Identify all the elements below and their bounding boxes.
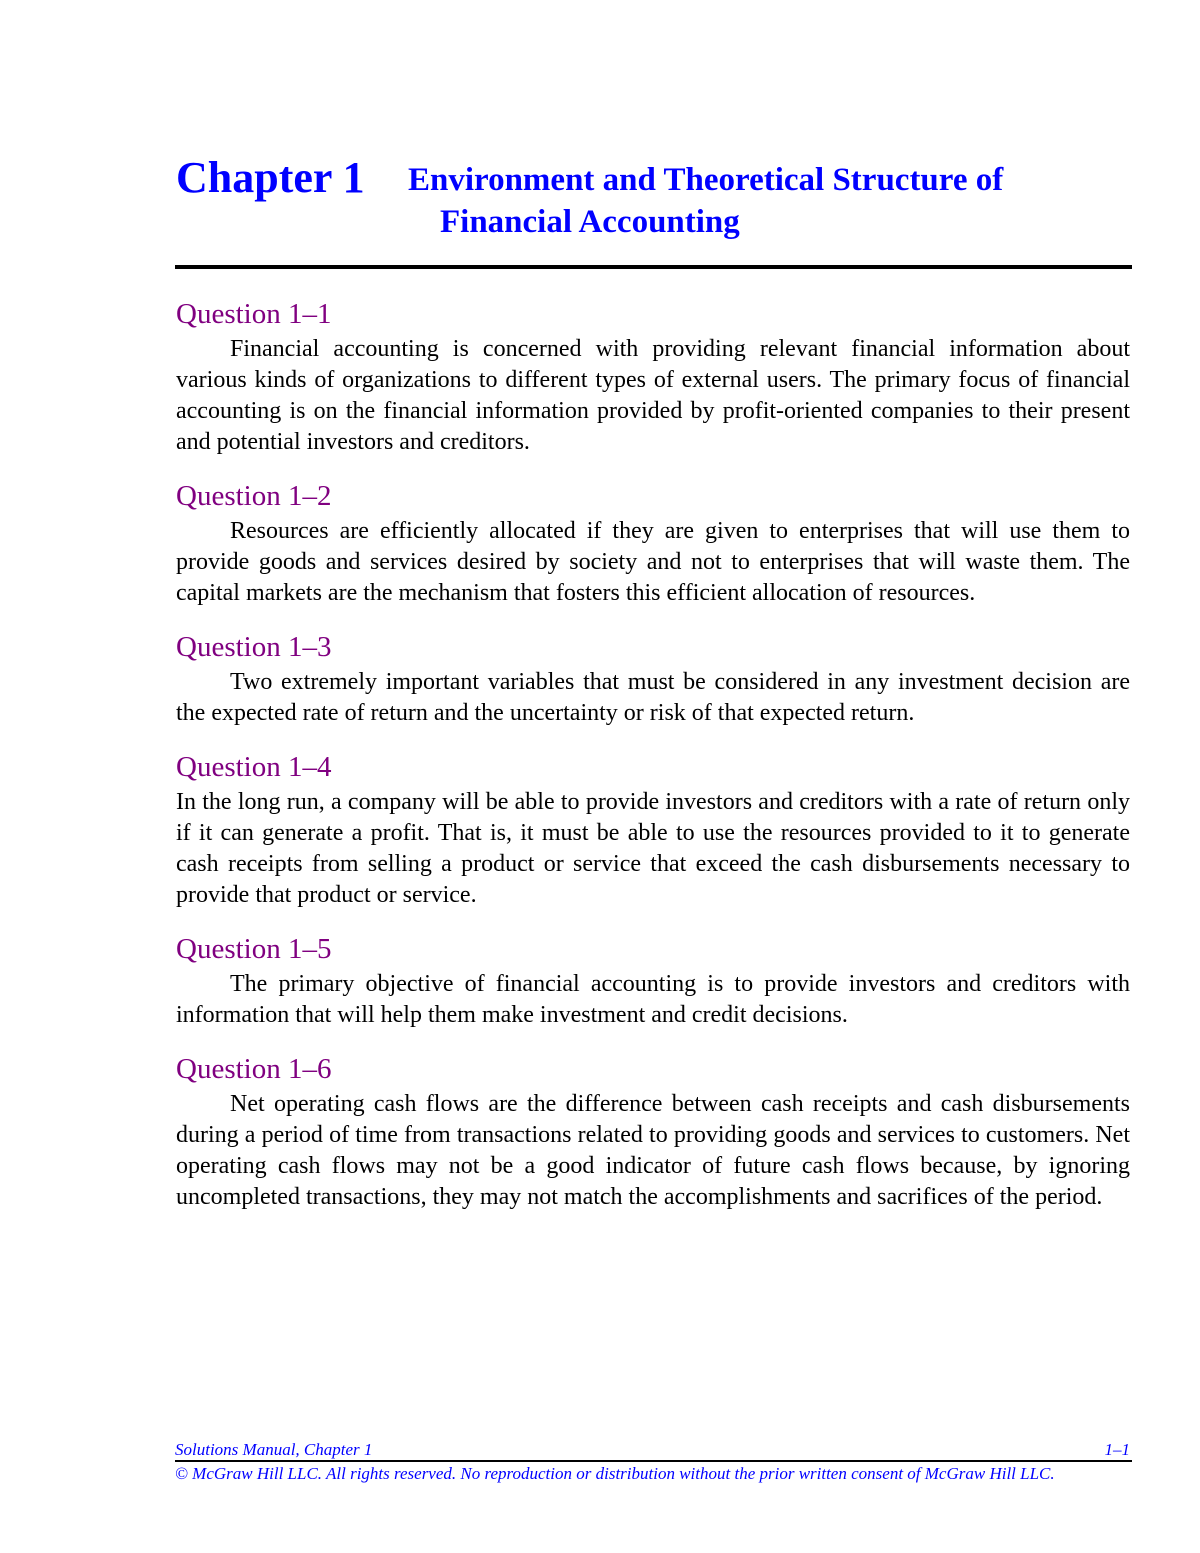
question-heading: Question 1–4 [176, 751, 332, 783]
question-1-2 [176, 476, 1130, 609]
question-answer: Net operating cash flows are the difference between cash receipts and cash disbursements during a period of time from transactions related to providing goods and services to customers. Net operating cash flows may not be a good indicator of future cash flows because, by ignoring uncompleted transactions, they may not match the accomplishments and sacrifices of the period. [176, 1091, 1130, 1210]
question-heading: Question 1–1 [176, 298, 332, 330]
question-1-5 [176, 929, 1130, 1031]
footer-top-row [175, 1440, 1132, 1462]
question-1-3 [176, 627, 1130, 729]
chapter-label: Chapter 1 [176, 153, 365, 202]
question-1-6 [176, 1049, 1130, 1213]
question-answer: Resources are efficiently allocated if they are given to enterprises that will use them to provide goods and services desired by society and not to enterprises that will waste them. The capital markets are the mechanism that fosters this efficient allocation of resources. [176, 518, 1130, 606]
copyright-notice: © McGraw Hill LLC. All rights reserved. No reproduction or distribution without the prior written consent of McGraw Hill LLC. [175, 1464, 1055, 1483]
question-heading: Question 1–3 [176, 631, 332, 663]
question-answer: Two extremely important variables that must be considered in any investment decision are the expected rate of return and the uncertainty or risk of that expected return. [176, 669, 1130, 726]
question-heading: Question 1–6 [176, 1053, 332, 1085]
question-1-4 [176, 747, 1130, 911]
header-divider [175, 265, 1132, 269]
question-heading: Question 1–5 [176, 933, 332, 965]
footer-source-label: Solutions Manual, Chapter 1 [175, 1440, 373, 1459]
page-number: 1–1 [1104, 1440, 1130, 1459]
chapter-title-line-1: Environment and Theoretical Structure of [408, 162, 1004, 198]
question-1-1 [176, 294, 1130, 458]
questions-list [176, 294, 1130, 1231]
page-footer [175, 1440, 1132, 1485]
question-heading: Question 1–2 [176, 480, 332, 512]
question-answer: The primary objective of financial accounting is to provide investors and creditors with information that will help them make investment and credit decisions. [176, 971, 1130, 1028]
question-answer: Financial accounting is concerned with providing relevant financial information about various kinds of organizations to different types of external users. The primary focus of financial accounting is on the financial information provided by profit-oriented companies to their present and potential investors and creditors. [176, 336, 1130, 455]
question-answer: In the long run, a company will be able to provide investors and creditors with a rate of return only if it can generate a profit. That is, it must be able to use the resources provided to it to generate cash receipts from selling a product or service that exceed the cash disbursements necessary to provide that product or service. [176, 789, 1130, 908]
chapter-title-line-2: Financial Accounting [440, 204, 740, 240]
